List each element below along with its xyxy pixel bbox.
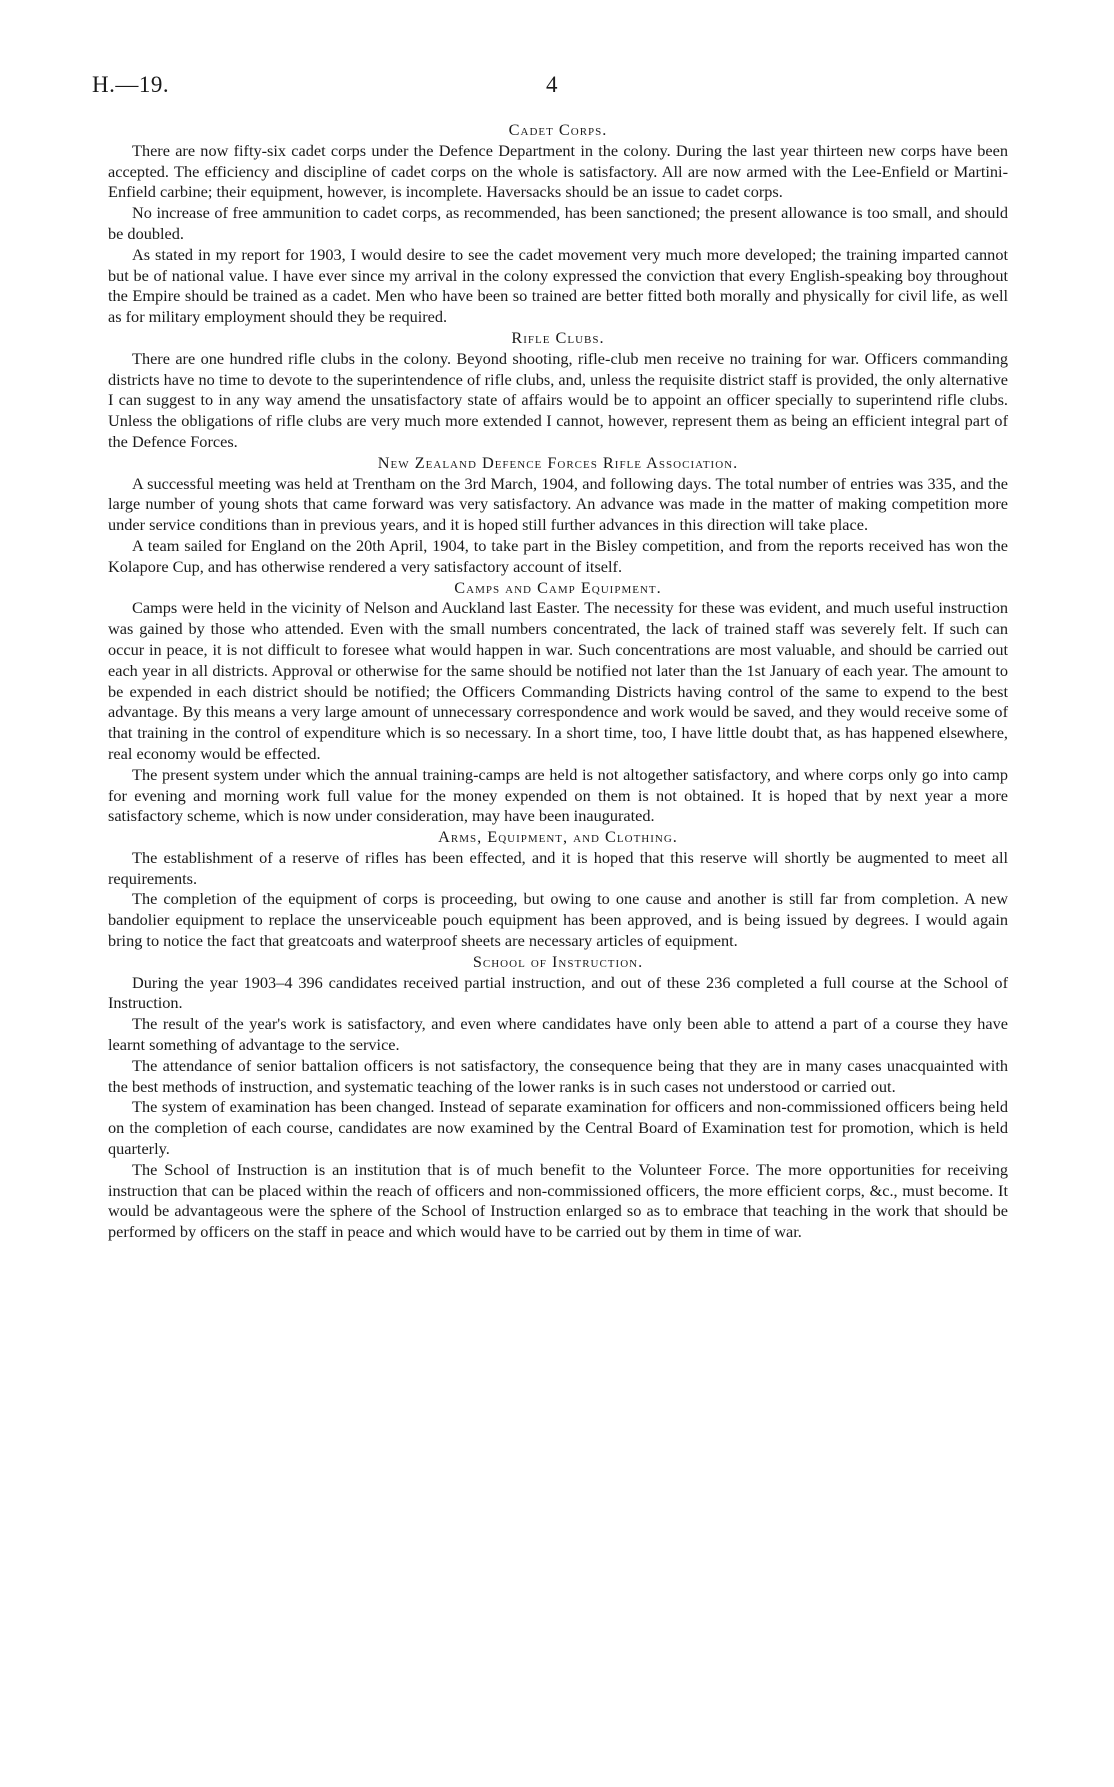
paragraph: The School of Instruction is an institution that is of much benefit to the Volunteer Force. The more opportunities for receiving instruction that can be placed within the reach of officers and non-commissioned officers, the more efficient corps, &c., must become. It would be advantageous were the sphere of the School of Instruction enlarged so as to embrace that teaching in the work that should be performed by officers on the staff in peace and which would have to be carried out by them in time of war. <box>108 1159 1008 1242</box>
page-number: 4 <box>546 72 558 97</box>
section-heading-camps: Camps and Camp Equipment. <box>454 577 662 597</box>
paragraph: The present system under which the annual training-camps are held is not altogether satisfactory, and where corps only go into camp for evening and morning work full value for the money expended on them is not obtained. It is hoped that by next year a more satisfactory scheme, which is now under consideration, may have been inaugurated. <box>108 764 1008 826</box>
section-heading-cadet-corps: Cadet Corps. <box>508 120 608 139</box>
paragraph: As stated in my report for 1903, I would desire to see the cadet movement very much more developed; the training imparted cannot but be of national value. I have ever since my arrival in the colony expressed the conviction that every English-speaking boy throughout the Empire should be trained as a cadet. Men who have been so trained are better fitted both morally and physically for civil life, as well as for military employment should they be required. <box>108 244 1008 327</box>
paragraph: A successful meeting was held at Trentham on the 3rd March, 1904, and following days. The total number of entries was 335, and the large number of young shots that came forward was very satisfactory. An advance was made in the matter of making competition more under service conditions than in previous years, and it is hoped still further advances in this direction will take place. <box>108 473 1008 535</box>
paragraph: The completion of the equipment of corps is proceeding, but owing to one cause and another is still far from completion. A new bandolier equipment to replace the unserviceable pouch equipment has been approved, and is being issued by degrees. I would again bring to notice the fact that greatcoats and waterproof sheets are necessary articles of equipment. <box>108 889 1008 951</box>
paragraph: The system of examination has been changed. Instead of separate examination for officers and non-commissioned officers being held on the completion of each course, candidates are now examined by the Central Board of Examination test for promotion, which is held quarterly. <box>108 1097 1008 1159</box>
paragraph: A team sailed for England on the 20th April, 1904, to take part in the Bisley competition, and from the reports received has won the Kolapore Cup, and has otherwise rendered a very satisfactory account of itself. <box>108 535 1008 576</box>
section-heading-rifle-clubs: Rifle Clubs. <box>511 327 605 347</box>
document-body <box>108 120 1008 1243</box>
paragraph: Camps were held in the vicinity of Nelson and Auckland last Easter. The necessity for these was evident, and much useful instruction was gained by those who attended. Even with the small numbers concentrated, the lack of trained staff was severely felt. If such can occur in peace, it is not difficult to foresee what would happen in war. Such concentrations are most valuable, and should be carried out each year in all districts. Approval or otherwise for the same should be notified not later than the 1st January of each year. The amount to be expended in each district should be notified; the Officers Commanding Districts having control of the same to expend to the best advantage. By this means a very large amount of unnecessary correspondence and work would be saved, and they would receive some of that training in the control of expenditure which is so necessary. In a short time, too, I have little doubt that, as has happened elsewhere, real economy would be effected. <box>108 598 1008 763</box>
section-heading-rifle-association: New Zealand Defence Forces Rifle Association. <box>377 452 739 472</box>
paragraph: During the year 1903–4 396 candidates received partial instruction, and out of these 236 completed a full course at the School of Instruction. <box>108 972 1008 1013</box>
paragraph: No increase of free ammunition to cadet corps, as recommended, has been sanctioned; the present allowance is too small, and should be doubled. <box>108 203 1008 243</box>
paragraph: There are one hundred rifle clubs in the colony. Beyond shooting, rifle-club men receive no training for war. Officers commanding districts have no time to devote to the superintendence of rifle clubs, and, unless the requisite district staff is provided, the only alternative I can suggest to in any way amend the unsatisfactory state of affairs would be to appoint an officer specially to superintend rifle clubs. Unless the obligations of rifle clubs are very much more extended I cannot, however, represent them as being an efficient integral part of the Defence Forces. <box>108 348 1008 451</box>
section-heading-arms-equipment: Arms, Equipment, and Clothing. <box>438 827 678 847</box>
section-heading-school-of-instruction: School of Instruction. <box>472 951 644 971</box>
paragraph: The attendance of senior battalion officers is not satisfactory, the consequence being that they are in many cases unacquainted with the best methods of instruction, and systematic teaching of the lower ranks is in such cases not understood or carried out. <box>108 1055 1008 1096</box>
paragraph: The result of the year's work is satisfactory, and even where candidates have only been able to attend a part of a course they have learnt something of advantage to the service. <box>108 1014 1008 1055</box>
document-reference: H.—19. <box>92 72 170 97</box>
paragraph: There are now fifty-six cadet corps under the Defence Department in the colony. During the last year thirteen new corps have been accepted. The efficiency and discipline of cadet corps on the whole is satisfactory. All are now armed with the Lee-Enfield or Martini-Enfield carbine; their equipment, however, is incomplete. Haversacks should be an issue to cadet corps. <box>108 140 1008 202</box>
paragraph: The establishment of a reserve of rifles has been effected, and it is hoped that this reserve will shortly be augmented to meet all requirements. <box>108 847 1008 888</box>
